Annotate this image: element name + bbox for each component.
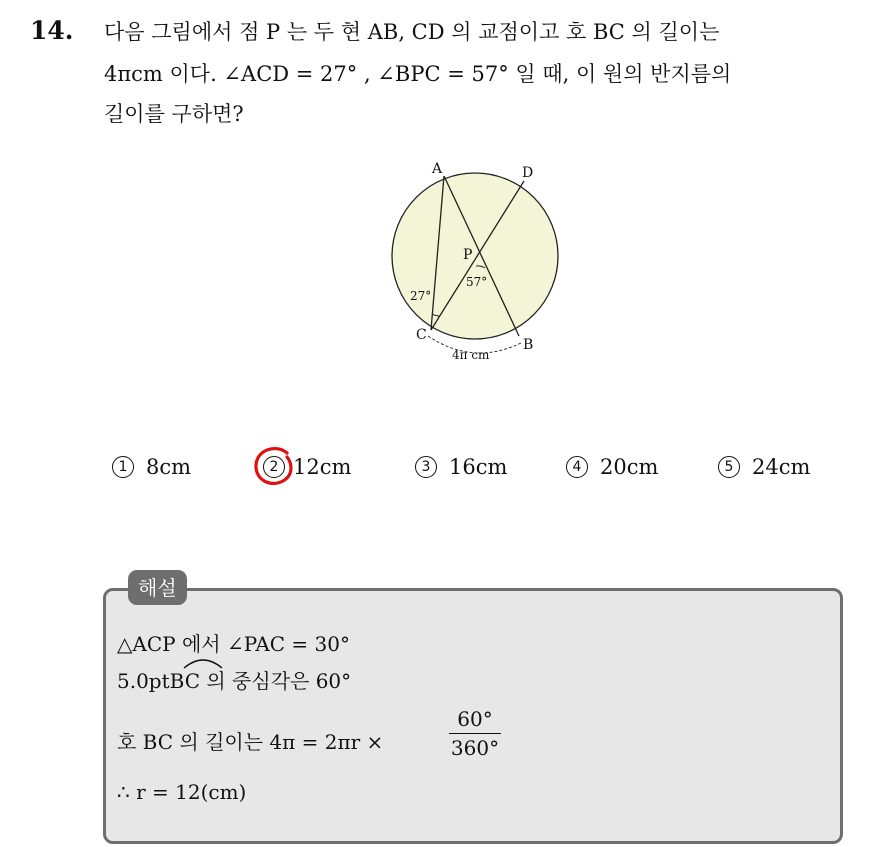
solution-line-1: △ACP 에서 ∠PAC = 30°: [117, 632, 350, 656]
answer-choices: [0, 455, 884, 489]
solution-line-4: ∴ r = 12(cm): [117, 780, 247, 804]
fraction-bar: [449, 733, 501, 734]
solution-line-3: 호 BC 의 길이는 4π = 2πr ×: [117, 730, 384, 754]
answer-ring-mark: [251, 445, 295, 489]
label-c: C: [416, 327, 427, 343]
circle-diagram: [388, 158, 558, 368]
choice-3[interactable]: [415, 455, 507, 479]
angle-label-c: 27°: [410, 289, 432, 303]
angle-label-p: 57°: [466, 275, 488, 289]
fraction-numerator: 60°: [457, 707, 493, 731]
solution-fraction: [449, 707, 501, 760]
choice-3-mark: 3: [415, 456, 437, 478]
question-number: 14.: [30, 16, 74, 45]
choice-1-text: 8cm: [146, 455, 192, 479]
arc-over-symbol: [180, 655, 226, 669]
fraction-denominator: 360°: [450, 736, 500, 760]
choice-4-mark: 4: [566, 456, 588, 478]
label-d: D: [522, 165, 534, 181]
solution-tag: 해설: [128, 570, 187, 605]
solution-line-2: 5.0ptBC 의 중심각은 60°: [117, 669, 352, 693]
choice-2-text: 12cm: [293, 455, 352, 479]
choice-5-text: 24cm: [752, 455, 811, 479]
label-a: A: [432, 161, 443, 177]
choice-5-mark: 5: [718, 456, 740, 478]
choice-4-text: 20cm: [600, 455, 659, 479]
label-b: B: [523, 337, 534, 353]
question-text-line-1: 다음 그림에서 점 P 는 두 현 AB, CD 의 교점이고 호 BC 의 길이는: [104, 20, 720, 44]
choice-3-text: 16cm: [449, 455, 508, 479]
arc-length-label: 4π cm: [452, 348, 490, 362]
question-text-line-3: 길이를 구하면?: [104, 102, 244, 126]
choice-4[interactable]: [566, 455, 658, 479]
question-text-line-2: 4πcm 이다. ∠ACD = 27° , ∠BPC = 57° 일 때, 이 원의 반지름의: [104, 62, 732, 86]
choice-5[interactable]: [718, 455, 810, 479]
choice-2-mark: 2: [263, 456, 285, 478]
circle-figure: [388, 158, 558, 368]
choice-1-mark: 1: [112, 456, 134, 478]
circle: [392, 173, 558, 339]
choice-1[interactable]: [112, 455, 191, 479]
label-p: P: [463, 247, 473, 263]
